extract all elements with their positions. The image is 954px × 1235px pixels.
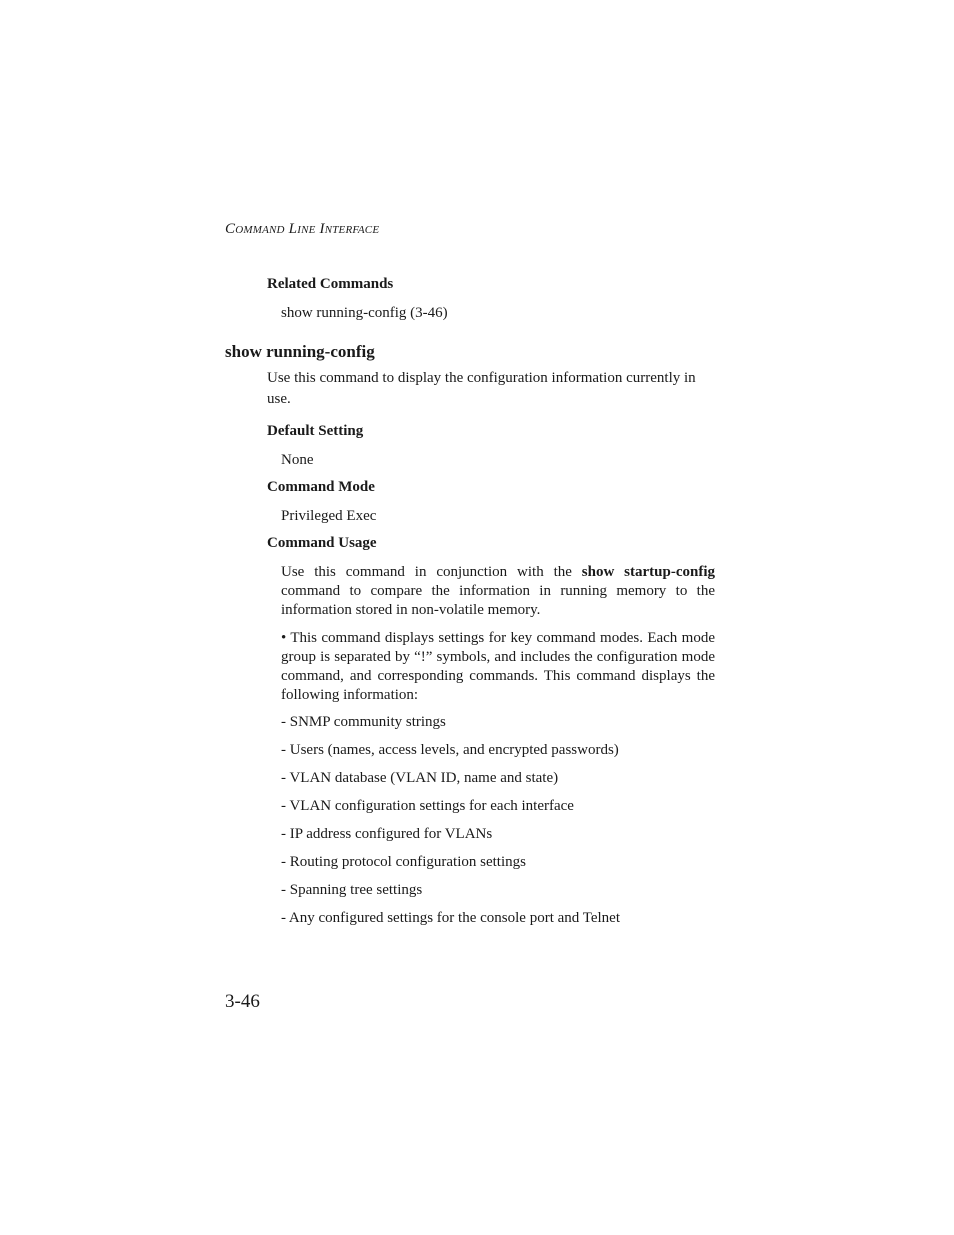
usage-p1-command: show startup-config bbox=[581, 564, 715, 580]
list-item: - VLAN configuration settings for each interface bbox=[281, 798, 574, 814]
header-initial: L bbox=[288, 221, 298, 237]
command-title: show running-config bbox=[225, 342, 375, 361]
list-item: - SNMP community strings bbox=[281, 714, 446, 730]
header-initial: I bbox=[319, 221, 325, 237]
default-setting-heading: Default Setting bbox=[267, 423, 364, 439]
usage-paragraph-2: • This command displays settings for key command modes. Each mode group is separated by “!” symbols, and includes the configuration mode command, and corresponding commands. This command displays the following information: bbox=[281, 630, 715, 703]
usage-p1-text: Use this command in conjunction with the bbox=[281, 564, 582, 580]
related-commands-heading: Related Commands bbox=[267, 276, 394, 292]
list-item: - Users (names, access levels, and encrypted passwords) bbox=[281, 742, 619, 758]
command-usage-heading: Command Usage bbox=[267, 535, 377, 551]
usage-paragraph-1 bbox=[281, 563, 715, 620]
command-description: Use this command to display the configuration information currently in use. bbox=[267, 370, 696, 407]
header-word-rest: OMMAND bbox=[235, 224, 285, 236]
default-setting-value: None bbox=[281, 452, 314, 468]
usage-p1-text-rest: command to compare the information in running memory to the information stored in non-volatile memory. bbox=[281, 583, 715, 618]
command-mode-heading: Command Mode bbox=[267, 479, 375, 495]
list-item: - Spanning tree settings bbox=[281, 882, 423, 898]
running-header bbox=[225, 221, 379, 238]
related-command-link[interactable]: show running-config (3-46) bbox=[281, 305, 448, 321]
header-word-rest: NTERFACE bbox=[324, 224, 380, 236]
list-item: - IP address configured for VLANs bbox=[281, 826, 493, 842]
page-number: 3-46 bbox=[225, 991, 260, 1012]
list-item: - VLAN database (VLAN ID, name and state) bbox=[281, 770, 559, 786]
header-initial: C bbox=[225, 221, 236, 237]
list-item: - Any configured settings for the console port and Telnet bbox=[281, 910, 621, 926]
command-mode-value: Privileged Exec bbox=[281, 508, 377, 524]
header-word-rest: INE bbox=[297, 224, 316, 236]
list-item: - Routing protocol configuration settings bbox=[281, 854, 526, 870]
